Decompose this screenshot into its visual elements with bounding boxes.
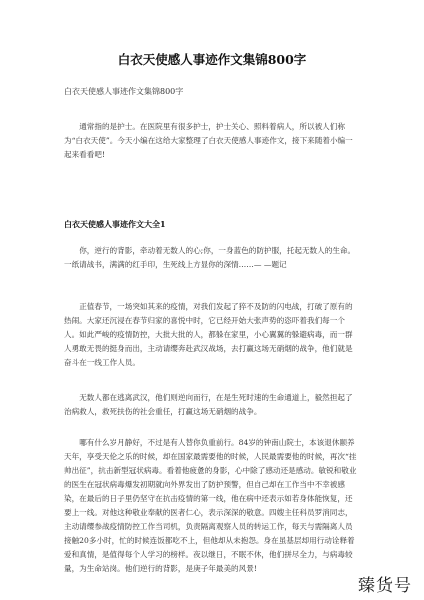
watermark-logo: 臻货号	[358, 576, 412, 596]
intro-paragraph: 通常指的是护士。在医院里有很多护士，护士关心、照料着病人，所以被人们称为“白衣天使”。今天小编在这给大家整理了白衣天使感人事迹作文，接下来随着小编一起来看看吧!	[64, 122, 353, 159]
paragraph-4	[64, 436, 360, 576]
body-paragraph: 无数人都在逃离武汉，他们则逆向而行，在是生死时速的生命通道上，毅然担起了治病救人，救死扶伤的社会重任，打赢这场无硝烟的战争。	[64, 393, 353, 416]
document-subtitle: 白衣天使感人事迹作文集锦800字	[64, 87, 184, 96]
document-title: 白衣天使感人事迹作文集锦800字	[117, 52, 307, 67]
intro-block	[64, 120, 360, 162]
body-paragraph: 你，逆行的背影，牵动着无数人的心;你，一身蓝色的防护服，托起无数人的生命。一纸请战书，满满的红手印，生死线上方显你的深情……— —题记	[64, 246, 356, 269]
paragraph-1	[64, 244, 360, 272]
paragraph-2	[64, 300, 360, 370]
body-paragraph: 正值春节，一场突如其来的疫情，对我们发起了猝不及防的闪电战，打破了原有的热闹。大家还沉浸在春节归家的喜悦中时，它已经开始大张声势的恣吓着我们每一个人。如此严峻的疫情防控，大批大批的人，都躲在家里，小心翼翼的躲避病毒，而一群人勇敢无畏的挺身而出，主动请缨奔赴武汉战场，去打赢这场无硝烟的战争，他们就是奋斗在一线工作人员。	[64, 302, 353, 367]
section-heading: 白衣天使感人事迹作文大全1	[64, 219, 166, 229]
paragraph-3	[64, 391, 360, 419]
body-paragraph: 哪有什么岁月静好，不过是有人替你负重前行。84岁的钟南山院士，本该退休颐养天年，享受天伦之乐的时候，却在国家最需要他的时候，人民最需要他的时候，再次“挂帅出征”，抗击新型冠状病毒。看着他疲惫的身影，心中除了感动还是感动。敏锐和敬业的医生在冠状病毒爆发初期就向外界发出了防护预警，但自己却在工作当中不幸被感染，在最后的日子里仍坚守在抗击疫情的第一线，他在病中还表示如若身体能恢复，还要上一线。对他这种敬业奉献的医者仁心，表示深深的敬意。四嫂主任科员罗消同志，主动请缨参战疫情防控工作当司机，负责隔离观察人员的转运工作，每天与需隔离人员接触20多小时，忙的时候连饭都吃不上，但他却从未抱怨。身在虽基层却用行动诠释着爱和真情，是值得每个人学习的榜样。夜以继日，不眠不休，他们拼尽全力，与病毒较量，为生命站岗。他们逆行的背影，是庚子年最美的风景!	[64, 438, 357, 573]
